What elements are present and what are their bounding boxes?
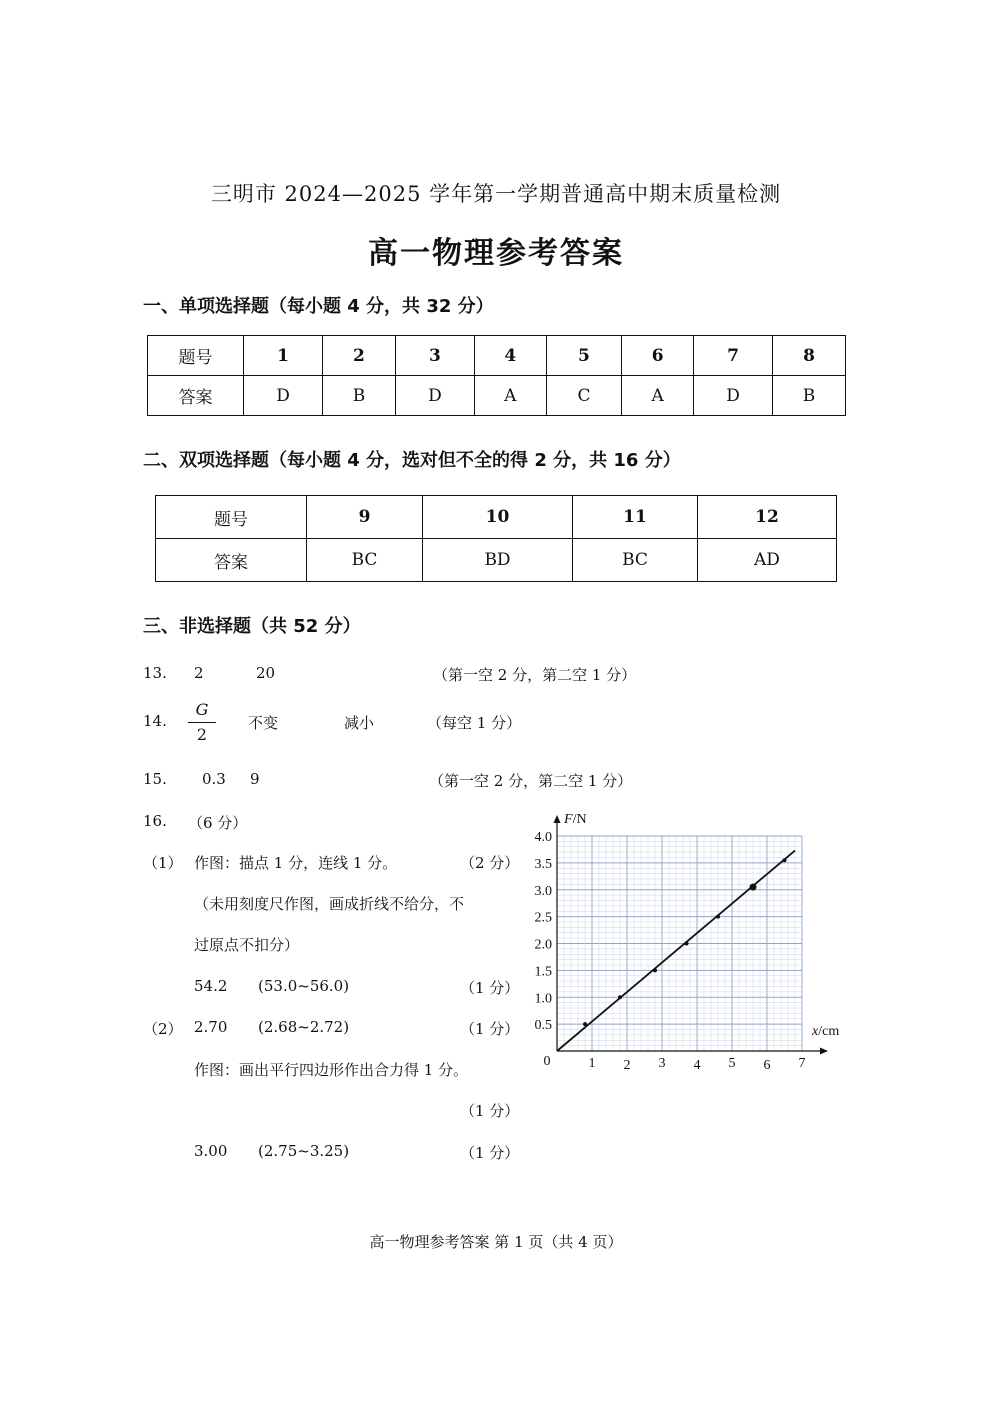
fraction-numerator: G [195,700,209,719]
q16-part1-line2: （未用刻度尺作图，画成折线不给分，不 [194,895,465,913]
table-row-numbers [148,336,846,376]
label-cell-number: 题号 [148,336,244,376]
page-footer: 高一物理参考答案 第 1 页（共 4 页） [369,1233,623,1251]
y-tick-label: 2.0 [534,937,552,953]
x-axis-arrow [820,1048,828,1055]
y-axis-label: F/N [564,812,587,827]
q16-part2-score2: （1 分） [460,1102,520,1120]
number-cell: 3 [395,336,474,376]
answer-cell: D [395,376,474,416]
table-row-answers [148,376,846,416]
number-cell: 1 [244,336,323,376]
q14-answer-2: 不变 [248,714,279,732]
x-tick-label: 5 [728,1056,736,1071]
q13-answer-1: 2 [194,664,204,682]
q14-answer-3: 减小 [344,714,375,732]
section2-heading: 二、双项选择题（每小题 4 分，选对但不全的得 2 分，共 16 分） [143,450,681,471]
number-cell: 4 [474,336,546,376]
q14-score-note: （每空 1 分） [427,714,522,732]
data-point [750,884,757,891]
page-title: 高一物理参考答案 [368,236,624,271]
section3-heading: 三、非选择题（共 52 分） [143,616,361,637]
number-cell: 2 [323,336,396,376]
q15-number: 15. [143,770,167,788]
x-axis-label: x/cm [812,1024,840,1039]
q16-part1-answer: 54.2 [194,977,228,995]
force-extension-chart [520,798,860,1083]
x-tick-label: 3 [658,1056,666,1071]
number-cell: 11 [573,496,698,539]
q16-part2-score3: （1 分） [460,1144,520,1162]
single-choice-answer-table [147,335,846,416]
label-cell-answer: 答案 [148,376,244,416]
fraction-denominator: 2 [196,725,208,744]
answer-cell: BC [573,539,698,582]
data-point [653,968,657,972]
answer-cell: D [694,376,773,416]
number-cell: 10 [423,496,573,539]
table-row-numbers [156,496,837,539]
answer-cell: B [323,376,396,416]
x-tick-label: 6 [763,1058,771,1073]
data-point [583,1022,587,1026]
y-tick-label: 2.5 [534,910,552,926]
y-axis-arrow [554,815,561,823]
q13-answer-2: 20 [256,664,276,682]
x-tick-label: 1 [588,1056,596,1071]
q16-part2-label: （2） [143,1020,183,1038]
number-cell: 7 [694,336,773,376]
answer-cell: AD [698,539,837,582]
data-point [783,858,787,862]
q14-fraction [188,700,216,745]
q16-number: 16. [143,812,167,830]
q15-score-note: （第一空 2 分，第二空 1 分） [429,772,633,790]
answer-cell: C [546,376,622,416]
q16-part1-line1: 作图：描点 1 分，连线 1 分。 [194,854,398,872]
y-tick-label: 3.5 [534,856,552,872]
origin-label: 0 [543,1054,551,1069]
number-cell: 5 [546,336,622,376]
q13-score-note: （第一空 2 分，第二空 1 分） [433,666,637,684]
fraction-bar [188,722,216,723]
number-cell: 12 [698,496,837,539]
label-cell-number: 题号 [156,496,307,539]
x-tick-label: 2 [623,1058,631,1073]
q14-number: 14. [143,712,167,730]
data-point [716,915,720,919]
q16-part1-label: （1） [143,854,183,872]
answer-cell: B [773,376,846,416]
x-tick-label: 7 [798,1056,806,1071]
q16-part2-range1: (2.68~2.72) [258,1018,350,1036]
label-cell-answer: 答案 [156,539,307,582]
data-point [685,942,689,946]
q15-answer-2: 9 [250,770,260,788]
answer-cell: A [622,376,694,416]
y-tick-label: 1.0 [534,991,552,1007]
q16-score: （6 分） [188,814,248,832]
number-cell: 8 [773,336,846,376]
table-row-answers [156,539,837,582]
y-tick-label: 0.5 [534,1018,552,1034]
answer-cell: D [244,376,323,416]
q16-part1-score1: （2 分） [460,854,520,872]
double-choice-answer-table [155,495,837,582]
x-tick-label: 4 [693,1058,701,1073]
number-cell: 6 [622,336,694,376]
exam-title: 三明市 2024—2025 学年第一学期普通高中期末质量检测 [210,182,782,206]
q16-part2-range2: (2.75~3.25) [258,1142,350,1160]
answer-cell: BC [307,539,423,582]
answer-cell: A [474,376,546,416]
y-tick-label: 3.0 [534,883,552,899]
q16-part2-score1: （1 分） [460,1020,520,1038]
q13-number: 13. [143,664,167,682]
q16-part2-answer2: 3.00 [194,1142,228,1160]
q16-part1-range: (53.0~56.0) [258,977,350,995]
section1-heading: 一、单项选择题（每小题 4 分，共 32 分） [143,296,494,317]
answer-cell: BD [423,539,573,582]
q15-answer-1: 0.3 [202,770,226,788]
data-point [618,995,622,999]
q16-part1-score2: （1 分） [460,979,520,997]
q16-part1-line3: 过原点不扣分） [194,936,300,954]
q16-part2-line: 作图：画出平行四边形作出合力得 1 分。 [194,1061,469,1079]
y-tick-label: 1.5 [534,964,552,980]
q16-part2-answer1: 2.70 [194,1018,228,1036]
y-tick-label: 4.0 [534,830,552,845]
number-cell: 9 [307,496,423,539]
